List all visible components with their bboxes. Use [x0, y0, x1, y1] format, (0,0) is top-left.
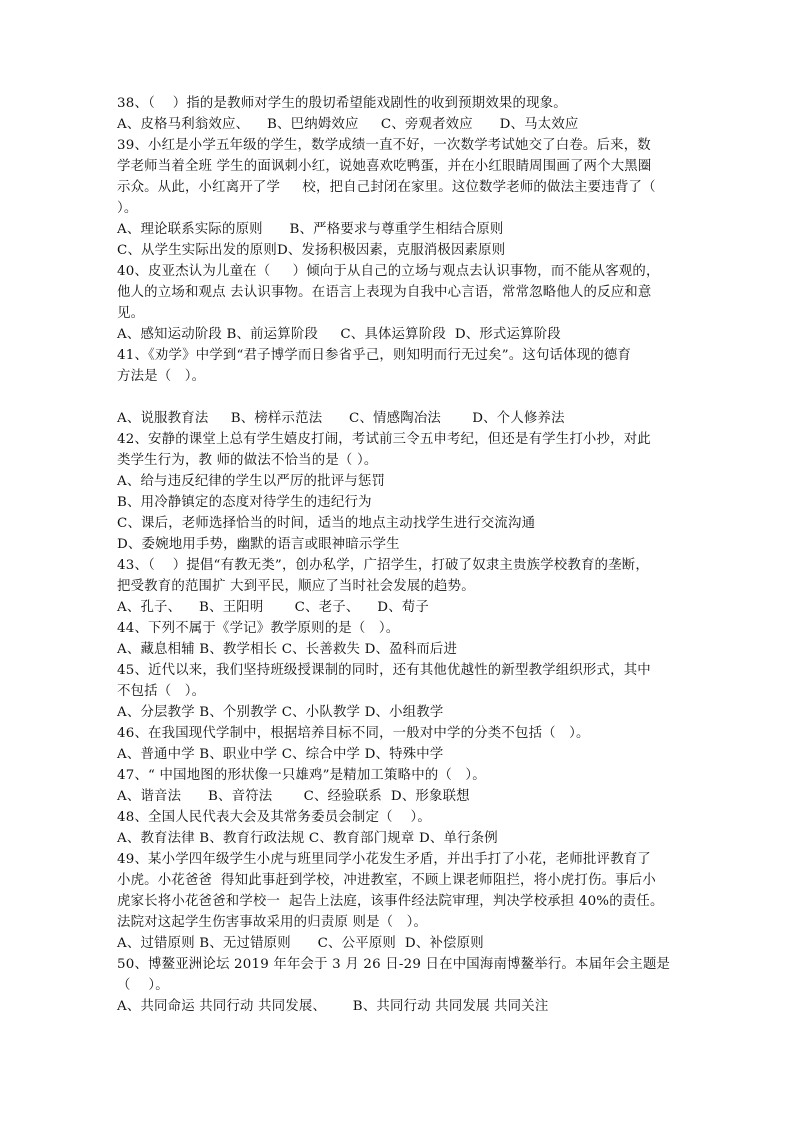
text-line: A、谐音法 B、音符法 C、经验联系 D、形象联想 [117, 789, 470, 804]
text-line: 49、某小学四年级学生小虎与班里同学小花发生矛盾，并出手打了小花，老师批评教育了 [117, 852, 651, 867]
text-line: A、共同命运 共同行动 共同发展、 B、共同行动 共同发展 共同关注 [117, 999, 549, 1014]
text-line: 48、全国人民代表大会及其常务委员会制定（ ）。 [117, 810, 431, 825]
text-line: A、说服教育法 B、榜样示范法 C、情感陶冶法 D、个人修养法 [117, 411, 565, 426]
text-line: 38、（ ）指的是教师对学生的殷切希望能戏剧性的收到预期效果的现象。 [117, 96, 567, 111]
document-body [117, 93, 682, 1017]
text-line: 类学生行为，教 师的做法不恰当的是（ ）。 [117, 453, 378, 468]
text-line: A、藏息相辅 B、教学相长 C、长善救失 D、盈科而后进 [117, 642, 458, 657]
text-line: 虎家长将小花爸爸和学校一 起告上法庭，该事件经法院审理，判决学校承担 40%的责任。 [117, 894, 664, 909]
text-line: 方法是（ ）。 [117, 369, 206, 384]
text-line: 示众。从此，小红离开了学 校，把自己封闭在家里。这位数学老师的做法主要违背了（ [117, 180, 656, 195]
text-line: A、理论联系实际的原则 B、严格要求与尊重学生相结合原则 [117, 222, 504, 237]
text-line: 43、（ ）提倡“有教无类”，创办私学，广招学生，打破了奴隶主贵族学校教育的垄断， [117, 558, 649, 573]
text-line [117, 387, 682, 408]
text-line: 学老师当着全班 学生的面讽刺小红，说她喜欢吃鸭蛋，并在小红眼睛周围画了两个大黑圈 [117, 159, 652, 174]
text-line: 44、下列不属于《学记》教学原则的是（ ）。 [117, 621, 400, 636]
text-line: 见。 [117, 306, 145, 321]
text-line: C、课后，老师选择恰当的时间，适当的地点主动找学生进行交流沟通 [117, 516, 536, 531]
text-line: A、过错原则 B、无过错原则 C、公平原则 D、补偿原则 [117, 936, 484, 951]
text-line: C、从学生实际出发的原则D、发扬积极因素，克服消极因素原则 [117, 243, 506, 258]
text-line: 39、小红是小学五年级的学生，数学成绩一直不好，一次数学考试她交了白卷。后来，数 [117, 138, 651, 153]
text-line: ）。 [117, 201, 138, 216]
text-line: 小虎。小花爸爸 得知此事赶到学校，冲进教室，不顾上课老师阻拦，将小虎打伤。事后小 [117, 873, 656, 888]
text-line: 法院对这起学生伤害事故采用的归责原 则是（ ）。 [117, 915, 428, 930]
text-line: 45、近代以来，我们坚持班级授课制的同时，还有其他优越性的新型教学组织形式，其中 [117, 663, 651, 678]
text-line: 把受教育的范围扩 大到平民，顺应了当时社会发展的趋势。 [117, 579, 475, 594]
text-line: 41、《劝学》中学到“君子博学而日参省乎己，则知明而行无过矣”。这句话体现的德育 [117, 348, 632, 363]
text-line: 40、皮亚杰认为儿童在（ ）倾向于从自己的立场与观点去认识事物，而不能从客观的， [117, 264, 660, 279]
text-line: A、感知运动阶段 B、前运算阶段 C、具体运算阶段 D、形式运算阶段 [117, 327, 561, 342]
text-line: B、用冷静镇定的态度对待学生的违纪行为 [117, 495, 372, 510]
text-line: D、委婉地用手势，幽默的语言或眼神暗示学生 [117, 537, 400, 552]
text-line: （ ）。 [117, 978, 169, 993]
text-line: 46、在我国现代学制中，根据培养目标不同，一般对中学的分类不包括（ ）。 [117, 726, 590, 741]
text-line: 他人的立场和观点 去认识事物。在语言上表现为自我中心言语，常常忽略他人的反应和意 [117, 285, 652, 300]
text-line: A、皮格马利翁效应、 B、巴纳姆效应 C、旁观者效应 D、马太效应 [117, 117, 579, 132]
text-line: 不包括（ ）。 [117, 684, 206, 699]
text-line: A、教育法律 B、教育行政法规 C、教育部门规章 D、单行条例 [117, 831, 498, 846]
text-line: 47、“ 中国地图的形状像一只雄鸡”是精加工策略中的（ ）。 [117, 768, 486, 783]
text-line: A、孔子、 B、王阳明 C、老子、 D、荀子 [117, 600, 429, 615]
text-line: 50、博鳌亚洲论坛 2019 年年会于 3 月 26 日-29 日在中国海南博鳌举行。本届年会主题是 [117, 957, 671, 972]
text-line: A、给与违反纪律的学生以严厉的批评与惩罚 [117, 474, 386, 489]
text-line: 42、安静的课堂上总有学生嬉皮打闹，考试前三令五申考纪，但还是有学生打小抄，对此 [117, 432, 651, 447]
text-line: A、普通中学 B、职业中学 C、综合中学 D、特殊中学 [117, 747, 444, 762]
text-line: A、分层教学 B、个别教学 C、小队教学 D、小组教学 [117, 705, 444, 720]
